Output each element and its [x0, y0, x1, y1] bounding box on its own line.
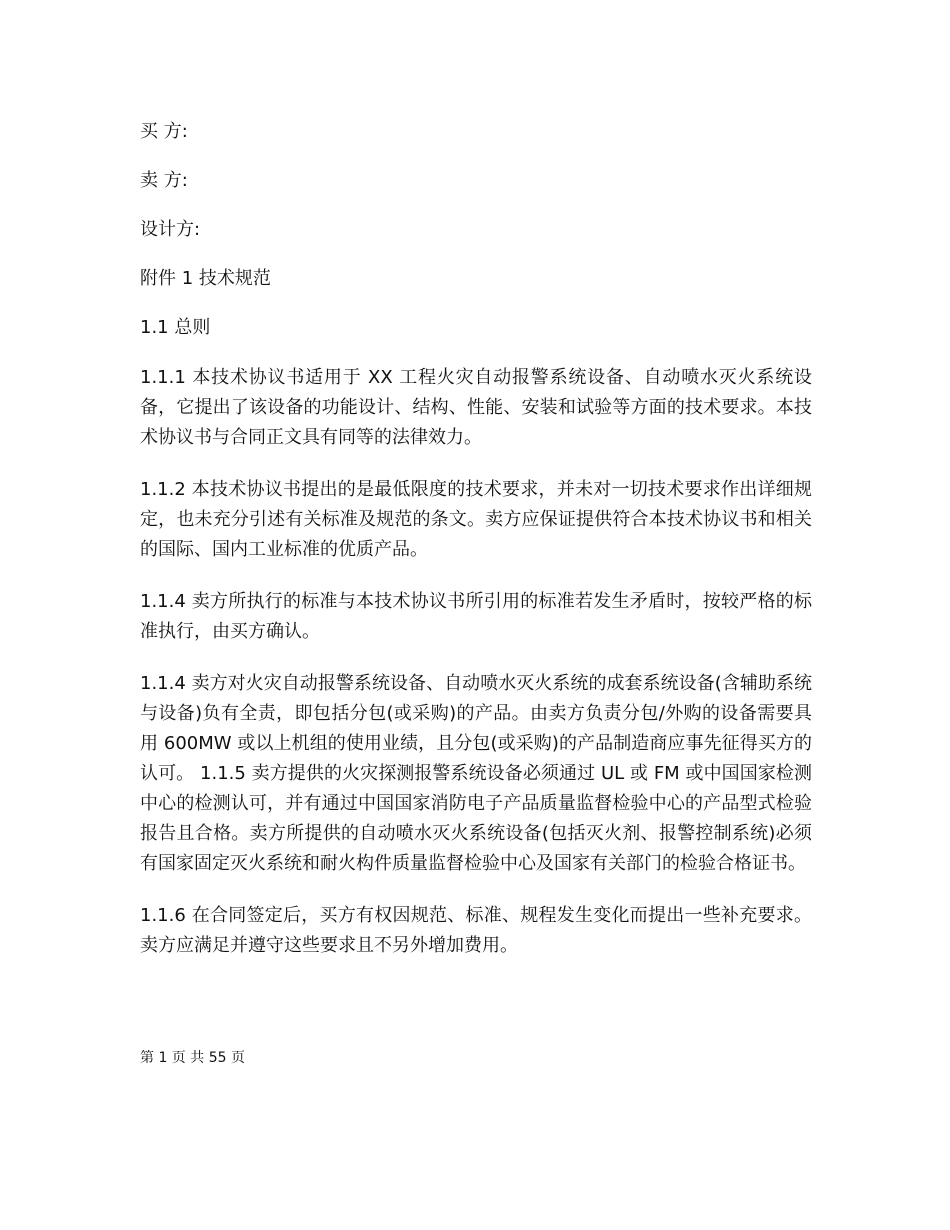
clause-1-1-4-b: 1.1.4 卖方对火灾自动报警系统设备、自动喷水灭火系统的成套系统设备(含辅助系统与设备)负有全责，即包括分包(或采购)的产品。由卖方负责分包/外购的设备需要具用 600MW 或以上机组的使用业绩，且分包(或采购)的产品制造商应事先征得买方的认可。 1.1.5 卖方提供的火灾探测报警系统设备必须通过 UL 或 FM 或中国国家检测中心的检测认可，并有通过中国国家消防电子产品质量监督检验中心的产品型式检验报告且合格。卖方所提供的自动喷水灭火系统设备(包括灭火剂、报警控制系统)必须有国家固定灭火系统和耐火构件质量监督检验中心及国家有关部门的检验合格证书。	[140, 673, 812, 874]
clause-1-1-4-a: 1.1.4 卖方所执行的标准与本技术协议书所引用的标准若发生矛盾时，按较严格的标准执行，由买方确认。	[140, 591, 812, 642]
designer-field: 设计方:	[140, 219, 201, 240]
document-body	[140, 118, 812, 969]
buyer-field: 买 方:	[140, 121, 188, 142]
clause-1-1-6: 1.1.6 在合同签定后，买方有权因规范、标准、规程发生变化而提出一些补充要求。卖方应满足并遵守这些要求且不另外增加费用。	[140, 905, 812, 956]
seller-field: 卖 方:	[140, 170, 188, 191]
general-section-title: 1.1 总则	[140, 317, 211, 338]
page-number: 第 1 页 共 55 页	[140, 1050, 245, 1066]
attachment-title: 附件 1 技术规范	[140, 268, 271, 289]
clause-1-1-2: 1.1.2 本技术协议书提出的是最低限度的技术要求，并未对一切技术要求作出详细规定，也未充分引述有关标准及规范的条文。卖方应保证提供符合本技术协议书和相关的国际、国内工业标准的优质产品。	[140, 479, 812, 560]
clause-1-1-1: 1.1.1 本技术协议书适用于 XX 工程火灾自动报警系统设备、自动喷水灭火系统设备，它提出了该设备的功能设计、结构、性能、安装和试验等方面的技术要求。本技术协议书与合同正文具有同等的法律效力。	[140, 367, 812, 448]
